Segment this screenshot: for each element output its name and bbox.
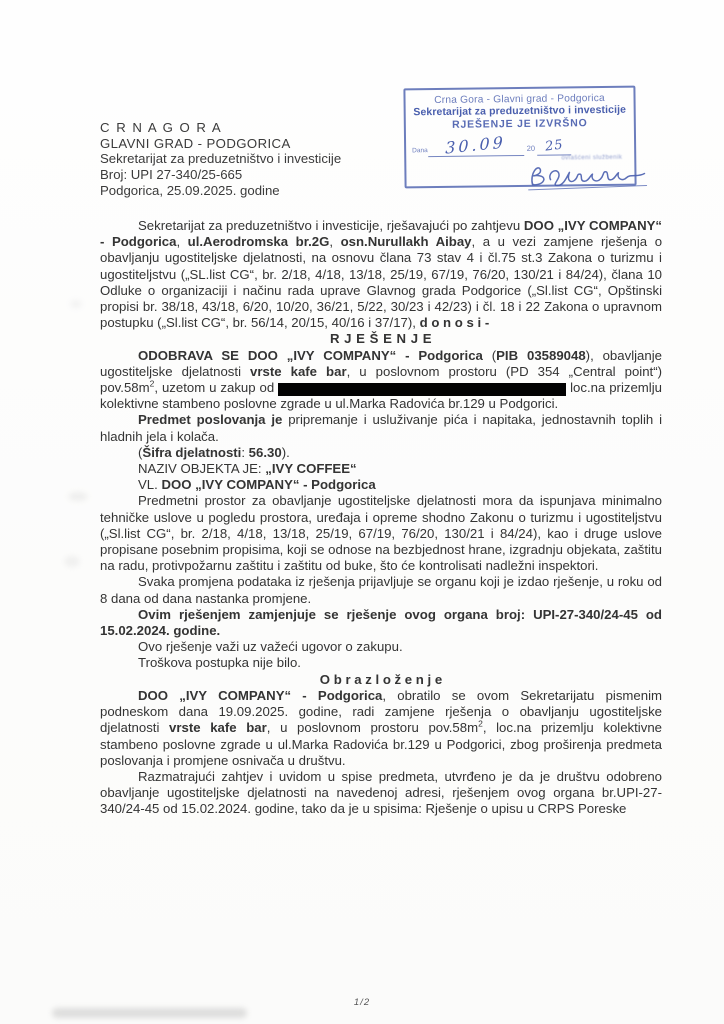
stamp-date-row bbox=[412, 134, 571, 157]
document-body bbox=[100, 218, 662, 818]
paragraph-vazenje: Ovo rješenje važi uz važeći ugovor o zakupu. bbox=[138, 639, 403, 655]
scan-smudge bbox=[64, 556, 80, 567]
title-obrazlozenje: O b r a z l o ž e n j e bbox=[319, 671, 443, 687]
page-number: 1/2 bbox=[353, 997, 371, 1008]
title-resenje: R J E Š E N J E bbox=[329, 331, 433, 347]
letterhead-city: GLAVNI GRAD - PODGORICA bbox=[100, 135, 291, 151]
scan-smudge bbox=[68, 492, 88, 501]
paragraph-predmet: Predmet poslovanja je pripremanje i usluživanje pića i napitaka, jednostavnih toplih i hladnih jela i kolača. bbox=[100, 412, 663, 444]
stamp-line-executed: RJEŠENJE JE IZVRŠNO bbox=[452, 117, 588, 131]
executive-stamp bbox=[403, 86, 636, 189]
redaction-bar bbox=[278, 383, 566, 396]
letterhead-department: Sekretarijat za preduzetništvo i investicije bbox=[100, 151, 342, 167]
stamp-year-line bbox=[537, 136, 571, 155]
stamp-line-authority: Crna Gora - Glavni grad - Podgorica bbox=[434, 92, 605, 107]
stamp-date-line bbox=[428, 132, 524, 158]
paragraph-naziv: NAZIV OBJEKTA JE: „IVY COFFEE“ bbox=[138, 461, 357, 477]
scan-smudge bbox=[52, 1008, 247, 1018]
paragraph-intro: Sekretarijat za preduzetništvo i investicije, rješavajući po zahtjevu DOO „IVY COMPANY“ - Podgorica, ul.Aerodromska br.2G, osn.Nurullakh Aibay, a u vezi zamjene rješenja o obavljanju ugostiteljske djelatnosti, na osnovu člana 73 stav 4 i čl.75 st.3 Zakona o turizmu i ugostiteljstvu („SL.list CG“, br. 2/18, 4/18, 13/18, 25/19, 67/19, 76/20, 130/21 i 84/24), člana 10 Odluke o organizaciji i načinu rada uprave Glavnog grada Podgorice („Sl.list CG“, Opštinski propisi br. 38/18, 43/18, 6/20, 10/20, 36/21, 5/22, 30/23 i 42/23) i čl. 18 i 22 Zakona o upravnom postupku („Sl.list CG“, br. 56/14, 20/15, 40/16 i 37/17), d o n o s i - bbox=[100, 218, 663, 331]
letterhead bbox=[100, 120, 341, 199]
stamp-officer-label: ovlašćeni službenik bbox=[561, 153, 623, 162]
scan-smudge bbox=[70, 300, 82, 308]
stamp-date-handwritten: 30.09 bbox=[445, 132, 506, 158]
paragraph-vlasnik: VL. DOO „IVY COMPANY“ - Podgorica bbox=[138, 477, 376, 493]
stamp-line-department: Sekretarijat za preduzetništvo i investicije bbox=[413, 103, 627, 119]
letterhead-case-number: Broj: UPI 27-340/25-665 bbox=[100, 167, 243, 183]
letterhead-country: C R N A G O R A bbox=[100, 120, 223, 135]
stamp-year-handwritten: 25 bbox=[543, 137, 565, 155]
signature-scribble bbox=[520, 157, 652, 198]
paragraph-obrazlozenje-2: Razmatrajući zahtjev i uvidom u spise predmeta, utvrđeno je da je društvu odobreno obavljanje ugostiteljske djelatnosti na navedenoj adresi, rješenjem ovog organa br.UPI-27-340/24-45 od 15.02.2024. godine, tako da je u spisima: Rješenje o upisu u CRPS Poreske bbox=[100, 768, 662, 817]
paragraph-obrazlozenje-1: DOO „IVY COMPANY“ - Podgorica, obratilo se ovom Sekretarijatu pismenim podneskom dana 19.09.2025. godine, radi zamjene rješenja o obavljanju ugostiteljske djelatnosti vrste kafe bar, u poslovnom prostoru $pov.58m^2$, loc.na prizemlju kolektivne stambeno poslovne zgrade u ul.Marka Radovića br.129 u Podgorici, zbog proširenja predmeta poslovanja i promjene osnivača u društvu. bbox=[100, 687, 662, 768]
paragraph-promjena: Svaka promjena podataka iz rješenja prijavljuje se organu koji je izdao rješenje, u roku od 8 dana od dana nastanka promjene. bbox=[100, 574, 662, 606]
letterhead-place-date: Podgorica, 25.09.2025. godine bbox=[100, 182, 280, 198]
paragraph-odobrava: ODOBRAVA SE DOO „IVY COMPANY“ - Podgorica (PIB 03589048), obavljanje ugostiteljske djelatnosti vrste kafe bar, u poslovnom prostoru (PD 354 „Central point“) $pov.58m^2$, uzetom u zakup od loc.na prizemlju kolektivne stambeno poslovne zgrade u ul.Marka Radovića br.129 u Podgorici. bbox=[100, 347, 663, 412]
stamp-year-prefix: 20 bbox=[526, 143, 536, 153]
stamp-date-label: Dana bbox=[412, 147, 428, 155]
paragraph-zamjena: Ovim rješenjem zamjenjuje se rješenje ovog organa broj: UPI-27-340/24-45 od 15.02.2024. godine. bbox=[100, 606, 662, 639]
paragraph-uslovi: Predmetni prostor za obavljanje ugostiteljske djelatnosti mora da ispunjava minimalno tehničke uslove u pogledu prostora, uređaja i opreme shodno Zakonu o turizmu i ugostiteljstvu („Sl.list CG“, br. 2/18, 4/18, 13/18, 25/19, 67/19, 76/20, 130/21 i 84/24), kao i druge uslove propisane posebnim propisima, koji se odnose na bezbjednost hrane, izgradnju objekata, zaštitu na radu, protivpožarnu zaštitu i zaštitu od buke, što će kontrolisati nadležni inspektori. bbox=[100, 493, 662, 574]
paragraph-troskovi: Troškova postupka nije bilo. bbox=[138, 655, 301, 671]
paragraph-sifra: (Šifra djelatnosti: 56.30). bbox=[138, 444, 290, 460]
